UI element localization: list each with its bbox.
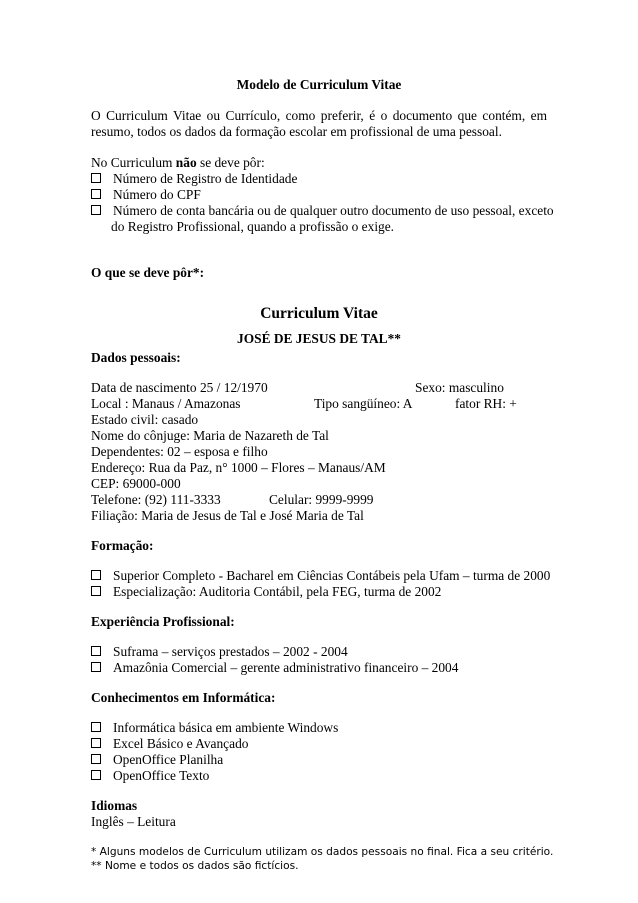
- cep-field: CEP: 69000-000: [91, 476, 181, 491]
- checkbox-square-icon: [91, 570, 101, 580]
- cv-title: Curriculum Vitae: [260, 305, 378, 322]
- checkbox-square-icon: [91, 770, 101, 780]
- checkbox-square-icon: [91, 173, 101, 183]
- checkbox-square-icon: [91, 722, 101, 732]
- fator-rh-field: fator RH: +: [455, 396, 517, 411]
- list-item: OpenOffice Planilha: [91, 752, 223, 768]
- list-item: Superior Completo - Bacharel em Ciências Contábeis pela Ufam – turma de 2000: [91, 568, 550, 584]
- deve-heading: O que se deve pôr*:: [91, 265, 205, 280]
- nao-prefix: No Curriculum: [91, 155, 176, 170]
- experiencia-heading: Experiência Profissional:: [91, 614, 235, 629]
- checkbox-square-icon: [91, 189, 101, 199]
- checkbox-square-icon: [91, 646, 101, 656]
- informatica-heading: Conhecimentos em Informática:: [91, 690, 276, 705]
- checkbox-square-icon: [91, 738, 101, 748]
- dependentes-field: Dependentes: 02 – esposa e filho: [91, 444, 268, 459]
- nao-suffix: se deve pôr:: [196, 155, 265, 170]
- celular-field: Celular: 9999-9999: [269, 492, 374, 507]
- tipo-sangue-field: Tipo sangüíneo: A: [314, 396, 413, 411]
- list-item: Número de Registro de Identidade: [91, 171, 297, 187]
- checkbox-square-icon: [91, 754, 101, 764]
- list-item: Suframa – serviços prestados – 2002 - 2004: [91, 644, 348, 660]
- intro-line-1: O Curriculum Vitae ou Currículo, como preferir, é o documento que contém, em: [91, 108, 547, 123]
- estado-civil-field: Estado civil: casado: [91, 412, 199, 427]
- cv-name: JOSÉ DE JESUS DE TAL**: [237, 331, 401, 346]
- intro-line-2: resumo, todos os dados da formação escolar em profissional de uma pessoal.: [91, 124, 502, 139]
- sexo-field: Sexo: masculino: [415, 380, 504, 395]
- list-item: Amazônia Comercial – gerente administrativo financeiro – 2004: [91, 660, 458, 676]
- list-item: Informática básica em ambiente Windows: [91, 720, 338, 736]
- idiomas-heading: Idiomas: [91, 798, 138, 813]
- checkbox-square-icon: [91, 586, 101, 596]
- list-item: Excel Básico e Avançado: [91, 736, 248, 752]
- list-item: Número do CPF: [91, 187, 201, 203]
- local-field: Local : Manaus / Amazonas: [91, 396, 241, 411]
- conjuge-field: Nome do cônjuge: Maria de Nazareth de Tal: [91, 428, 329, 443]
- dados-heading: Dados pessoais:: [91, 350, 181, 365]
- list-item: OpenOffice Texto: [91, 768, 209, 784]
- nascimento-field: Data de nascimento 25 / 12/1970: [91, 380, 268, 395]
- filiacao-field: Filiação: Maria de Jesus de Tal e José Maria de Tal: [91, 508, 364, 523]
- list-item: Especialização: Auditoria Contábil, pela FEG, turma de 2002: [91, 584, 441, 600]
- telefone-field: Telefone: (92) 111-3333: [91, 492, 221, 507]
- formacao-heading: Formação:: [91, 538, 154, 553]
- idiomas-value: Inglês – Leitura: [91, 814, 176, 829]
- nao-bold: não: [175, 155, 197, 170]
- nao-heading: [91, 155, 265, 171]
- checkbox-square-icon: [91, 205, 101, 215]
- document-title: Modelo de Curriculum Vitae: [236, 77, 402, 92]
- endereco-field: Endereço: Rua da Paz, n° 1000 – Flores – Manaus/AM: [91, 460, 386, 475]
- list-item: Número de conta bancária ou de qualquer outro documento de uso pessoal, exceto: [91, 203, 554, 219]
- list-item-continuation: do Registro Profissional, quando a profissão o exige.: [111, 219, 395, 234]
- checkbox-square-icon: [91, 662, 101, 672]
- footnote-1: * Alguns modelos de Curriculum utilizam os dados pessoais no final. Fica a seu critério.: [91, 846, 554, 858]
- footnote-2: ** Nome e todos os dados são fictícios.: [91, 860, 299, 872]
